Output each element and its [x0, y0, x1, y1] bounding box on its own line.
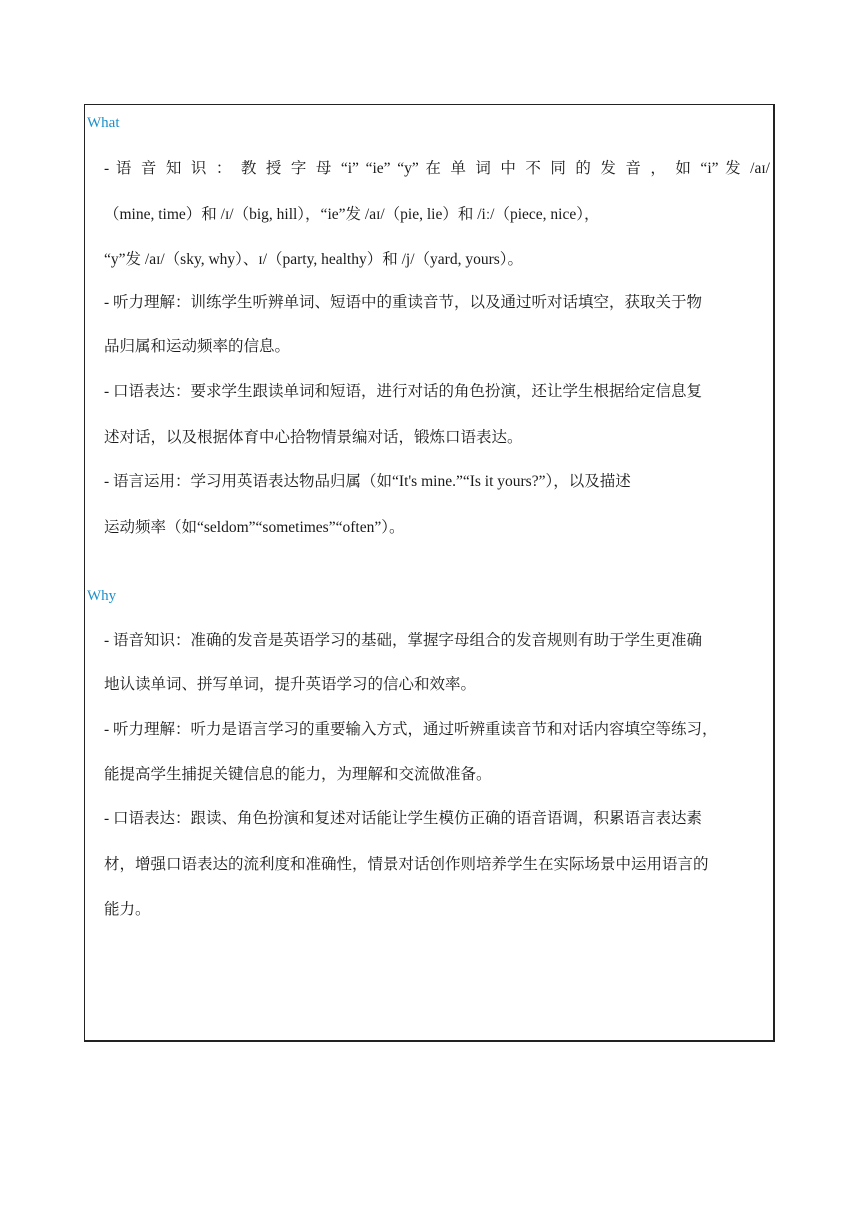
- why-line-2: 地认读单词、拼写单词，提升英语学习的信心和效率。: [104, 676, 477, 693]
- what-heading: What: [87, 115, 120, 131]
- what-line-8: - 语言运用：学习用英语表达物品归属（如“It's mine.”“Is it yours?”），以及描述: [104, 473, 631, 490]
- why-heading: Why: [87, 588, 117, 604]
- what-line-2: （mine, time）和 /ɪ/（big, hill），“ie”发 /aɪ/（pie, lie）和 /iː/（piece, nice），: [104, 206, 600, 223]
- why-line-4: 能提高学生捕捉关键信息的能力，为理解和交流做准备。: [104, 766, 492, 783]
- what-line-3: “y”发 /aɪ/（sky, why）、ɪ/（party, healthy）和 /j/（yard, yours）。: [104, 251, 524, 268]
- why-line-3: - 听力理解：听力是语言学习的重要输入方式，通过听辨重读音节和对话内容填空等练习，: [104, 721, 718, 738]
- content-table-cell: [84, 104, 775, 1042]
- why-line-1: - 语音知识：准确的发音是英语学习的基础，掌握字母组合的发音规则有助于学生更准确: [104, 632, 703, 649]
- what-line-6: - 口语表达：要求学生跟读单词和短语，进行对话的角色扮演，还让学生根据给定信息复: [104, 383, 703, 400]
- what-line-4: - 听力理解：训练学生听辨单词、短语中的重读音节，以及通过听对话填空，获取关于物: [104, 294, 703, 311]
- what-line-7: 述对话，以及根据体育中心拾物情景编对话，锻炼口语表达。: [104, 429, 523, 446]
- why-line-6: 材，增强口语表达的流利度和准确性，情景对话创作则培养学生在实际场景中运用语言的: [104, 856, 709, 873]
- what-line-9: 运动频率（如“seldom”“sometimes”“often”）。: [104, 519, 405, 536]
- what-line-5: 品归属和运动频率的信息。: [104, 338, 291, 355]
- what-line-1: - 语 音 知 识 ： 教 授 字 母 “i” “ie” “y” 在 单 词 中 不 同 的 发 音 ， 如 “i” 发 /aɪ/: [104, 160, 770, 177]
- why-line-7: 能力。: [104, 901, 151, 918]
- why-line-5: - 口语表达：跟读、角色扮演和复述对话能让学生模仿正确的语音语调，积累语言表达素: [104, 810, 703, 827]
